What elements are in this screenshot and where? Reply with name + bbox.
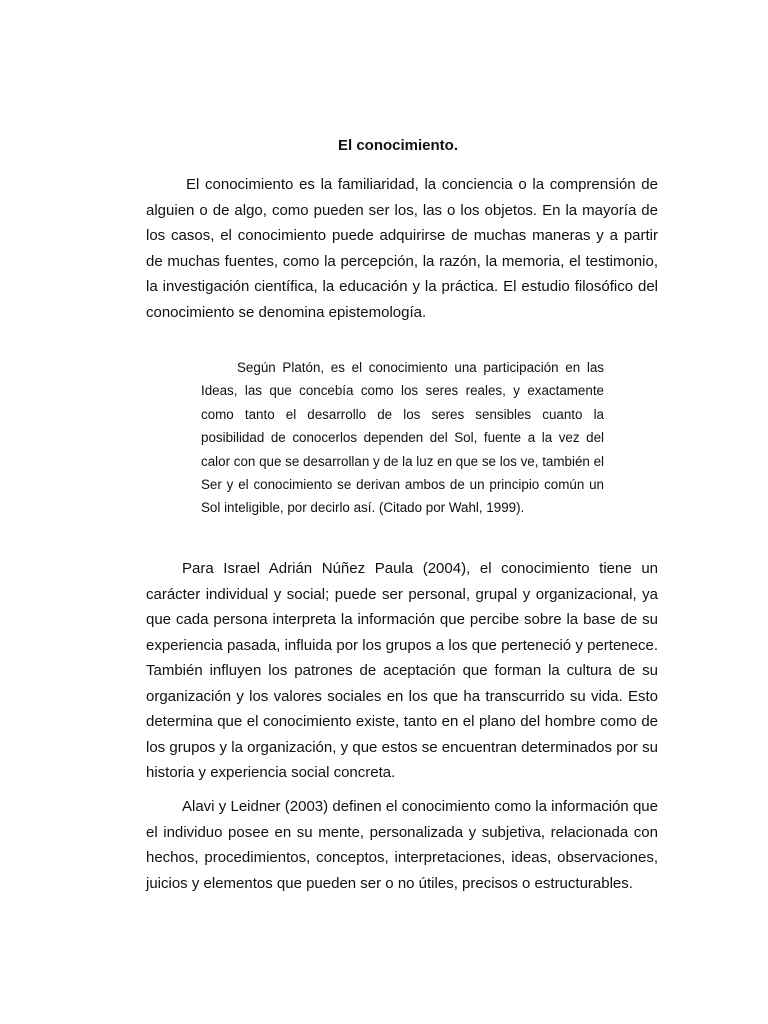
paragraph-definition: El conocimiento es la familiaridad, la conciencia o la comprensión de alguien o de algo, como pueden ser los, las o los objetos. En la mayoría de los casos, el conocimiento puede adquirirse de muchas maneras y a partir de muchas fuentes, como la percepción, la razón, la memoria, el testimonio, la investigación científica, la educación y la práctica. El estudio filosófico del conocimiento se denomina epistemología. <box>146 176 658 321</box>
paragraph-nunez-paula: Para Israel Adrián Núñez Paula (2004), el conocimiento tiene un carácter individual y social; puede ser personal, grupal y organizacional, ya que cada persona interpreta la información que percibe sobre la base de su experiencia pasada, influida por los grupos a los que perteneció y pertenece. También influyen los patrones de aceptación que forman la cultura de su organización y los valores sociales en los que ha transcurrido su vida. Esto determina que el conocimiento existe, tanto en el plano del hombre como de los grupos y la organización, y que estos se encuentran determinados por su historia y experiencia social concreta. <box>146 560 658 781</box>
document-title: El conocimiento. <box>337 137 458 154</box>
paragraph-alavi-leidner: Alavi y Leidner (2003) definen el conocimiento como la información que el individuo posee en su mente, personalizada y subjetiva, relacionada con hechos, procedimientos, conceptos, interpretaciones, ideas, observaciones, juicios y elementos que pueden ser o no útiles, precisos o estructurables. <box>146 798 658 892</box>
block-quote-platon: Según Platón, es el conocimiento una participación en las Ideas, las que concebía como los seres reales, y exactamente como tanto el desarrollo de los seres sensibles cuanto la posibilidad de conocerlos dependen del Sol, fuente a la vez del calor con que se desarrollan y de la luz en que se los ve, también el Ser y el conocimiento se derivan ambos de un principio común un Sol inteligible, por decirlo así. (Citado por Wahl, 1999). <box>201 360 604 516</box>
